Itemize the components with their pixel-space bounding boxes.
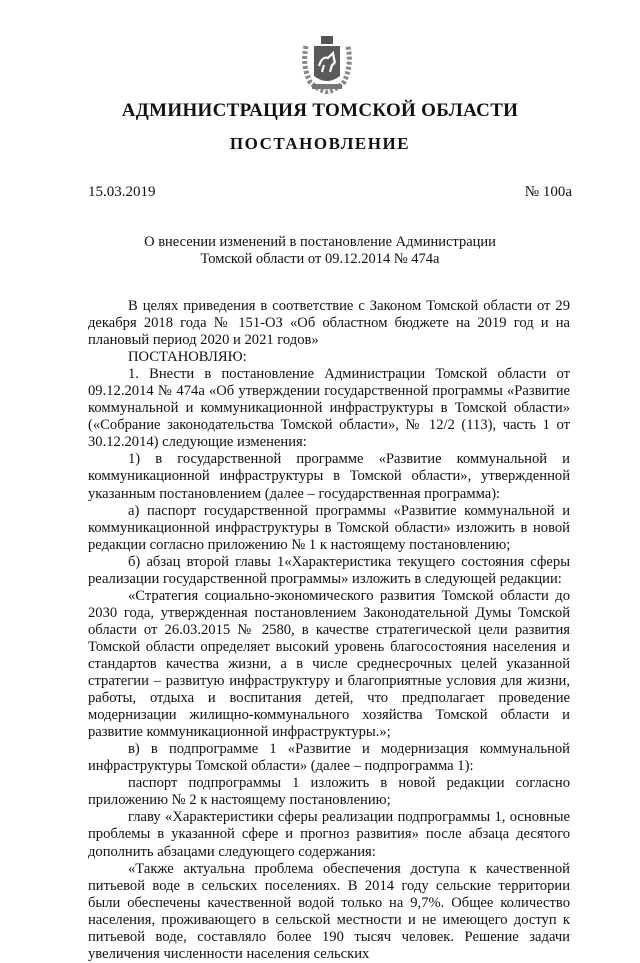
document-type-title: ПОСТАНОВЛЕНИЕ [229,134,411,153]
tomsk-coat-of-arms-icon [300,32,354,94]
paragraph: 1. Внести в постановление Администрации Томской области от 09.12.2014 № 474а «Об утверждении государственной программы «Развитие коммунальной и коммуникационной инфраструктуры в Томской области» («Собрание законодательства Томской области», № 12/2 (113), часть 1 от 30.12.2014) следующие изменения: [88,366,570,451]
document-body [88,298,570,963]
paragraph: главу «Характеристики сферы реализации подпрограммы 1, основные проблемы в указанной сфере и прогноз развития» после абзаца десятого дополнить абзацами следующего содержания: [88,809,570,860]
paragraph: паспорт подпрограммы 1 изложить в новой редакции согласно приложению № 2 к настоящему постановлению; [88,775,570,809]
paragraph: В целях приведения в соответствие с Законом Томской области от 29 декабря 2018 года № 151-ОЗ «Об областном бюджете на 2019 год и на плановый период 2020 и 2021 годов» [88,298,570,349]
paragraph-resolve: ПОСТАНОВЛЯЮ: [128,349,247,366]
document-number: № 100а [524,184,572,200]
paragraph: «Стратегия социально-экономического развития Томской области до 2030 года, утвержденная постановлением Законодательной Думы Томской области от 26.03.2015 № 2580, в качестве стратегической цели развития Томской области определяет высокий уровень благосостояния населения и стандартов качества жизни, а в числе среднесрочных целей указанной стратегии – развитую инфраструктуру и благоприятные условия для жизни, работы, отдыха и воспитания детей, что предполагает проведение модернизации жилищно-коммунального хозяйства Томской области и развитие коммуникационной инфраструктуры.»; [88,587,570,741]
paragraph: 1) в государственной программе «Развитие коммунальной и коммуникационной инфраструктуры в Томской области», утвержденной указанным постановлением (далее – государственная программа): [88,451,570,502]
paragraph: в) в подпрограмме 1 «Развитие и модернизация коммунальной инфраструктуры Томской области» (далее – подпрограмма 1): [88,741,570,775]
document-date: 15.03.2019 [88,184,156,200]
subject-line: Томской области от 09.12.2014 № 474а [200,251,440,267]
paragraph: б) абзац второй главы 1«Характеристика текущего состояния сферы реализации государственной программы» изложить в следующей редакции: [88,553,570,587]
subject-line: О внесении изменений в постановление Администрации [144,234,496,250]
document-subject [0,234,640,268]
paragraph: «Также актуальна проблема обеспечения доступа к качественной питьевой воде в сельских поселениях. В 2014 году сельские территории были обеспечены качественной водой только на 9,7%. Общее количество населения, проживающего в сельской местности и не имеющего доступ к питьевой воде, составляло более 190 тысяч человек. Решение задачи увеличения численности населения сельских [88,860,570,962]
paragraph: а) паспорт государственной программы «Развитие коммунальной и коммуникационной инфраструктуры в Томской области» изложить в новой редакции согласно приложению № 1 к настоящему постановлению; [88,502,570,553]
organization-title: АДМИНИСТРАЦИЯ ТОМСКОЙ ОБЛАСТИ [121,100,519,121]
